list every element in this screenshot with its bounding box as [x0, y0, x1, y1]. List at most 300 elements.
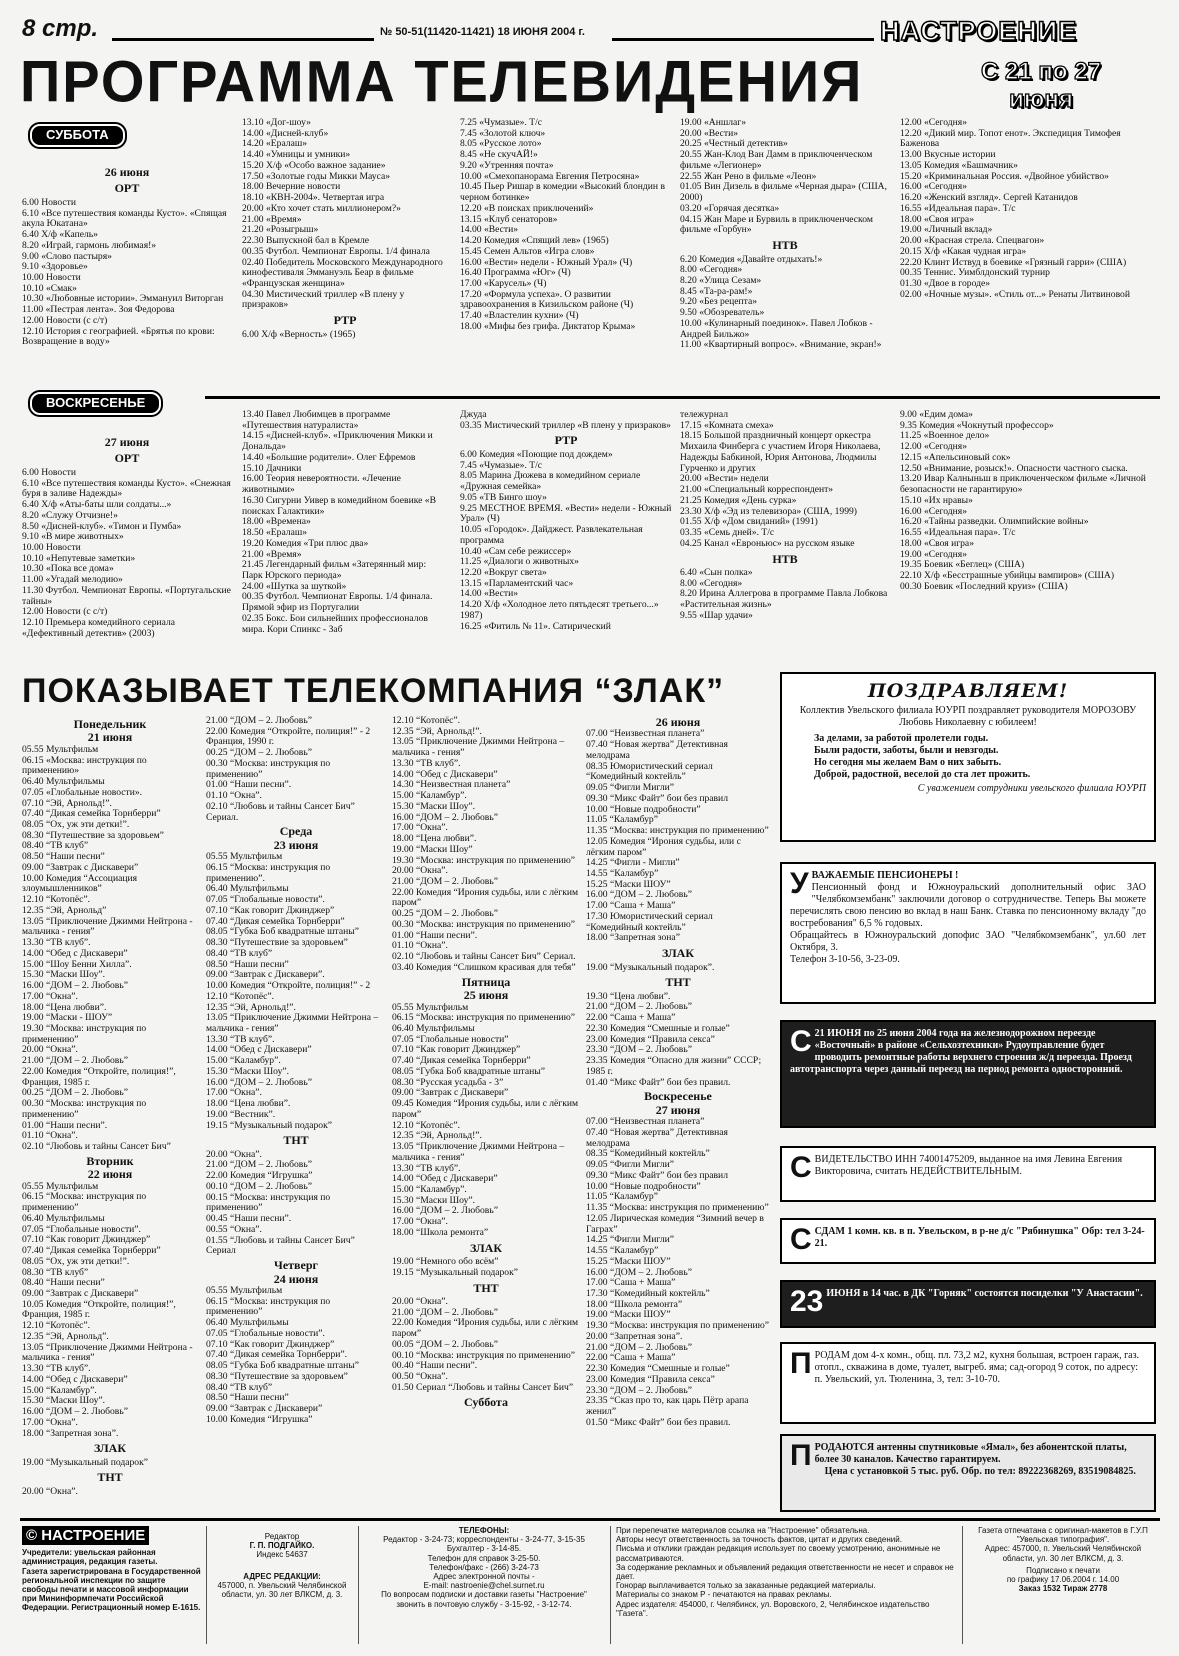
- program-line: 16.25 «Фитиль № 11». Сатирический: [460, 620, 611, 632]
- channel-heading: ЗЛАК: [661, 946, 695, 961]
- program-line: 07.10 “Как говорит Джинджер”: [392, 1044, 521, 1056]
- program-line: 18.15 Большой праздничный концерт оркестра Михаила Финберга с участием Игоря Николаева, Надежды Бабкиной, Юрия Антонова, Людмилы Гурченко и других: [680, 430, 881, 474]
- pension-ad: [780, 862, 1156, 1004]
- program-line: 15.25 “Маски ШОУ”: [586, 1255, 671, 1267]
- program-list: [900, 410, 1158, 592]
- program-line: 12.35 “Эй, Арнольд”: [22, 904, 107, 916]
- program-line: 04.30 Мистический триллер «В плену у призраков»: [242, 288, 405, 311]
- program-line: 08.30 “Путешествие за здоровьем”: [206, 937, 348, 949]
- program-line: 22.00 “Саша + Маша”: [586, 1352, 676, 1364]
- issue-info: № 50-51(11420-11421) 18 ИЮНЯ 2004 г.: [380, 26, 585, 38]
- program-line: 12.35 “Эй, Арнольд”.: [22, 1330, 109, 1342]
- program-line: 07.40 “Дикая семейка Торнберри”: [206, 915, 345, 927]
- program-line: 05.55 Мультфильм: [22, 743, 99, 755]
- program-line: 18.00 “Цена любви”.: [22, 1001, 107, 1013]
- program-line: 21.00 “ДОМ – 2. Любовь”: [586, 1001, 692, 1013]
- sun-col-1: [22, 430, 232, 662]
- footer-logo: © НАСТРОЕНИЕ: [22, 1526, 149, 1545]
- program-line: 07.00 “Неизвестная планета”: [586, 1116, 705, 1128]
- program-line: 13.00 Вкусные истории: [900, 149, 996, 161]
- day-date: 26 июня: [655, 716, 701, 729]
- date-range: [924, 58, 1158, 113]
- program-line: 03.20 «Горячая десятка»: [680, 202, 780, 214]
- program-line: 7.25 «Чумазые». Т/с: [460, 118, 543, 128]
- program-line: 17.50 «Золотые годы Микки Мауса»: [242, 170, 390, 182]
- program-line: 16.00 «Сегодня»: [900, 181, 967, 193]
- program-line: 9.35 Комедия «Чокнутый профессор»: [900, 419, 1054, 431]
- program-line: 11.30 Футбол. Чемпионат Европы. «Португальские тайны»: [22, 584, 231, 607]
- sat-date: 26 июня: [104, 165, 150, 179]
- program-line: 12.10 История с географией. «Брятья по крови: Возвращение в воду»: [22, 325, 215, 348]
- program-line: 23.00 Комедия “Правила секса”: [586, 1033, 715, 1045]
- program-line: 19.00 «Личный вклад»: [900, 224, 993, 236]
- sat-col-4: [680, 118, 890, 372]
- program-line: 02.35 Бокс. Бои сильнейших профессионалов мира. Кори Спинкс - Заб: [242, 612, 428, 635]
- congrats-box: [780, 672, 1156, 842]
- day-date: 27 июня: [655, 1102, 701, 1117]
- program-line: 06.15 “Москва: инструкция по применению”: [392, 1012, 576, 1024]
- channel-heading: ЗЛАК: [469, 1240, 503, 1255]
- program-line: 17.00 “Окна”.: [392, 822, 448, 834]
- program-line: 20.00 “Окна”.: [392, 865, 448, 877]
- program-line: Адрес издателя: 454000, г. Челябинск, ул. Воровского, 2, Челябинское издательство "Газета".: [616, 1599, 930, 1618]
- program-line: Бухгалтер - 3-14-85.: [446, 1544, 522, 1554]
- program-line: 13.15 «Парламентский час»: [460, 577, 574, 589]
- footer-founders: Учредители: увельская районная администрация, редакция газеты.: [22, 1548, 158, 1567]
- program-line: 04.25 Канал «Евроньюс» на русском языке: [680, 537, 855, 549]
- program-line: 23.30 “ДОМ – 2. Любовь”: [586, 1384, 692, 1396]
- program-line: 18.10 «КВН-2004». Четвертая игра: [242, 192, 385, 204]
- program-line: 06.15 “Москва: инструкция по применению”: [22, 1191, 147, 1214]
- program-line: 6.10 «Все путешествия команды Кусто». «Снежная буря в заливе Надежды»: [22, 477, 231, 500]
- program-line: 08.30 “Путешествие за здоровьем”: [206, 1370, 348, 1382]
- program-line: 09.00 “Завтрак с Дискавери”: [392, 1087, 509, 1099]
- zlak-col-1: [22, 716, 198, 1514]
- program-line: 20.00 «Красная стрела. Спецвагон»: [900, 235, 1045, 247]
- program-line: 10.45 Пьер Ришар в комедии «Высокий блондин в черном ботинке»: [460, 181, 665, 204]
- program-line: 12.10 “Котопёс”.: [22, 894, 91, 906]
- channel-heading: ОРТ: [114, 181, 140, 196]
- program-line: 11.25 «Диалоги о животных»: [460, 556, 579, 568]
- program-line: 07.10 “Эй, Арнольд!”.: [22, 797, 112, 809]
- program-line: 17.20 «Формула успеха». О развитии здравоохранения в Кизильском районе (Ч): [460, 288, 634, 311]
- program-line: 05.55 Мультфильм: [392, 1001, 469, 1013]
- program-line: 15.30 “Маски Шоу”.: [392, 1194, 476, 1206]
- divider: [610, 1526, 611, 1644]
- program-line: 19.00 «Аншлаг»: [680, 118, 747, 128]
- program-line: 9.00 «Едим дома»: [900, 410, 973, 420]
- program-line: 15.25 “Маски ШОУ”: [586, 878, 671, 890]
- program-list: [242, 118, 448, 311]
- program-line: 01.00 “Наши песни”.: [206, 779, 292, 791]
- program-line: 15.45 Семен Альтов «Игра слов»: [460, 245, 595, 257]
- program-line: 20.00 “Окна”.: [392, 1296, 448, 1307]
- print-info: Газета отпечатана с оригинал-макетов в Г.У.П "Увельская типография".: [978, 1526, 1148, 1545]
- program-line: 08.40 “ТВ клуб”: [22, 840, 89, 852]
- program-line: 12.10 “Котопёс”.: [206, 990, 275, 1002]
- header-rule-right: [612, 38, 874, 41]
- program-line: 8.45 «Та-ра-рам!»: [680, 285, 753, 297]
- antenna-ad: [780, 1434, 1156, 1512]
- day-name: Понедельник: [73, 717, 147, 731]
- program-line: 11.35 “Москва: инструкция по применению”: [586, 825, 769, 837]
- program-line: 9.10 «В мире животных»: [22, 531, 124, 543]
- program-line: 08.40 “ТВ клуб”: [206, 947, 273, 959]
- program-list: [680, 568, 890, 622]
- program-line: 8.00 «Сегодня»: [680, 264, 743, 276]
- program-line: 19.30 “Москва: инструкция по применению”: [392, 854, 576, 866]
- program-line: 9.25 МЕСТНОЕ ВРЕМЯ. «Вести» недели - Южный Урал» (Ч): [460, 502, 672, 525]
- program-line: 20.00 «Вести»: [680, 127, 739, 139]
- channel-heading: ЗЛАК: [93, 1441, 127, 1456]
- antenna-text: РОДАЮТСЯ антенны спутниковые «Ямал», без абонентской платы, более 30 каналов. Качество гарантируем.: [814, 1442, 1127, 1465]
- sat-col-5: [900, 118, 1158, 372]
- program-line: 06.40 Мультфильмы: [206, 1317, 289, 1329]
- congrats-line: Но сегодня мы желаем Вам о них забыть.: [814, 756, 1002, 768]
- program-line: 02.10 “Любовь и тайны Сансет Бич” Сериал.: [392, 951, 576, 963]
- drop-cap: С: [790, 1151, 812, 1184]
- program-line: 15.20 Х/ф «Особо важное задание»: [242, 159, 386, 171]
- program-line: 12.00 «Сегодня»: [900, 118, 967, 128]
- program-line: 15.00 “Каламбур”.: [392, 1183, 467, 1195]
- program-line: Телефон/факс - (266) 3-24-73: [429, 1562, 539, 1572]
- program-line: 12.20 «Дикий мир. Топот енот». Экспедиция Тимофея Баженова: [900, 127, 1121, 150]
- party-text: ИЮНЯ в 14 час. в ДК "Горняк" состоятся посиделки "У Анастасии".: [826, 1288, 1143, 1299]
- program-line: 08.05 “Ох, уж эти детки!”.: [22, 1255, 130, 1267]
- program-line: 18.00 «Своя игра»: [900, 537, 974, 549]
- program-line: 03.35 «Семь дней». Т/с: [680, 527, 775, 539]
- program-line: 16.00 “ДОМ – 2. Любовь”: [22, 980, 128, 992]
- program-line: 17.00 «Карусель» (Ч): [460, 278, 547, 290]
- congrats-line: За делами, за работой пролетели годы.: [814, 732, 989, 744]
- program-list: [242, 330, 448, 341]
- program-line: 10.05 Комедия “Откройте, полиция!”, Франция, 1985 г.: [22, 1298, 176, 1321]
- program-line: 22.10 Х/ф «Бесстрашные убийцы вампиров» (США): [900, 570, 1115, 582]
- footer-print-block: [968, 1526, 1158, 1644]
- program-line: 00.05 “ДОМ – 2. Любовь”: [392, 1338, 498, 1350]
- divider: [358, 1526, 359, 1644]
- program-line: За содержание рекламных и объявлений редакция ответственности не несет и справок не дает.: [616, 1562, 954, 1581]
- program-line: 15.10 «Их нравы»: [900, 494, 973, 506]
- program-line: 17.40 «Властелин кухни» (Ч): [460, 310, 579, 322]
- program-line: 12.50 «Внимание, розыск!». Опасности частного сыска.: [900, 462, 1128, 474]
- program-line: 01.10 “Окна”.: [392, 940, 448, 952]
- program-line: 18.00 “Цена любви”.: [206, 1098, 291, 1110]
- program-line: 6.00 Новости: [22, 196, 76, 208]
- program-line: 21.00 “ДОМ – 2. Любовь”: [206, 1159, 312, 1171]
- program-line: 08.50 “Наши песни”: [206, 958, 289, 970]
- program-line: 23.35 Комедия “Опасно для жизни” СССР; 1985 г.: [586, 1055, 762, 1077]
- program-line: 01.10 “Окна”.: [22, 1130, 78, 1142]
- drop-cap: 23: [790, 1285, 824, 1318]
- program-line: 10.40 «Сам себе режиссер»: [460, 545, 572, 557]
- program-line: 15.20 «Криминальная Россия. «Двойное убийство»: [900, 170, 1109, 182]
- program-line: 6.40 Х/ф «Капель»: [22, 229, 98, 241]
- program-line: 20.15 Х/ф «Какая чудная игра»: [900, 245, 1027, 257]
- program-list: [680, 410, 890, 550]
- program-line: 13.05 “Приключение Джимми Нейтрона – мальчика - гения”: [392, 1141, 565, 1163]
- program-line: 07.40 “Новая жертва” Детективная мелодрама: [586, 739, 728, 761]
- program-line: 07.05 “Глобальные новости”: [392, 1033, 509, 1045]
- program-line: 13.30 “ТВ клуб”.: [22, 1363, 91, 1375]
- program-line: 8.50 «Дисней-клуб». «Тимон и Пумба»: [22, 520, 182, 532]
- program-line: 16.40 Программа «Юг» (Ч): [460, 267, 571, 279]
- program-line: 21.00 «Время»: [242, 548, 302, 560]
- program-line: 09.00 “Завтрак с Дискавери”: [22, 861, 139, 873]
- program-line: звонить в почтовую службу - 3-15-92, - 3-12-74.: [396, 1599, 572, 1609]
- program-line: 07.40 “Дикая семейка Торнберри”: [22, 808, 161, 820]
- program-line: 00.50 “Окна”.: [392, 1371, 448, 1383]
- program-line: 10.00 Комедия “Игрушка”: [206, 1413, 313, 1425]
- program-line: 19.00 “Вестник”.: [206, 1108, 276, 1120]
- program-line: 07.00 “Неизвестная планета”: [586, 728, 705, 740]
- program-line: 22.00 Комедия “Игрушка”: [206, 1170, 313, 1182]
- program-line: тележурнал: [680, 410, 728, 420]
- program-line: 8.05 Марина Дюжева в комедийном сериале «Дружная семейка»: [460, 470, 641, 493]
- program-list: [242, 410, 448, 635]
- day-name: Вторник: [86, 1153, 134, 1168]
- program-line: 03.35 Мистический триллер «В плену у призраков»: [460, 419, 671, 431]
- program-line: Гонорар выплачивается только за заказанные редакцией материалы.: [616, 1581, 876, 1591]
- railway-text: 21 ИЮНЯ по 25 июня 2004 года на железнодорожном переезде «Восточный» в районе «Сельхозтехники» Рудоуправление будет проводить ремонтные работы верхнего строения ж/д переезда. Проезд автотранспорта через данный переезд на период ремонта односторонний.: [790, 1028, 1132, 1075]
- program-line: 14.00 “Обед с Дискавери”: [206, 1044, 312, 1056]
- program-line: 18.50 «Ералаш»: [242, 527, 308, 539]
- day-name: Среда: [279, 824, 313, 839]
- channel-heading: РТР: [554, 433, 578, 448]
- program-line: 08.30 “Русская усадьба - 3”: [392, 1076, 504, 1088]
- program-line: 14.25 “Фигли - Мигли”: [586, 857, 680, 869]
- program-line: 10.00 «Смехопанорама Евгения Петросяна»: [460, 170, 640, 182]
- program-line: 21.00 «Время»: [242, 213, 302, 225]
- program-list: [460, 450, 672, 632]
- footer-founders-block: [22, 1526, 202, 1644]
- program-list: [460, 410, 672, 431]
- program-line: При перепечатке материалов ссылка на "Настроение" обязательна.: [616, 1526, 870, 1535]
- program-line: 13.30 “ТВ клуб”.: [392, 757, 461, 769]
- drop-cap: П: [790, 1439, 812, 1472]
- date-range-line1: С 21 по 27: [981, 58, 1101, 85]
- program-line: 22.30 Комедия “Смешные и голые”: [586, 1022, 730, 1034]
- program-line: 12.35 “Эй, Арнольд!”.: [392, 1130, 482, 1142]
- program-line: 16.55 «Идеальная пара». Т/с: [900, 527, 1016, 539]
- program-line: 10.05 «Городок». Дайджест. Развлекательная программа: [460, 524, 643, 546]
- program-line: 10.10 «Непутевые заметки»: [22, 552, 136, 564]
- program-line: 8.20 «Играй, гармонь любимая!»: [22, 239, 157, 251]
- channel-heading: НТВ: [772, 238, 798, 253]
- program-line: 19.30 “Москва: инструкция по применению”: [22, 1022, 147, 1045]
- program-line: 10.00 Новости: [22, 272, 81, 284]
- program-line: 09.00 “Завтрак с Дискавери”: [206, 1403, 323, 1415]
- program-line: 18.00 Вечерние новости: [242, 181, 341, 193]
- order-circulation: Заказ 1532 Тираж 2778: [1018, 1584, 1108, 1594]
- program-line: 22.00 “Саша + Маша”: [586, 1012, 676, 1024]
- footer-registration: Газета зарегистрирована в Государственной региональной инспекции по защите свободы печати и массовой информации при Мининформпечати Российской Федерации. Регистрационный номер Е-1615.: [22, 1566, 201, 1613]
- program-line: 07.40 “Дикая семейка Торнберри”.: [206, 1349, 348, 1361]
- program-line: 06.40 Мультфильмы: [22, 1212, 105, 1224]
- program-line: 06.40 Мультфильмы: [22, 776, 105, 788]
- sun-col-4: [680, 410, 890, 662]
- zlak-col-3: [392, 716, 580, 1514]
- program-line: 15.30 “Маски Шоу”.: [22, 969, 106, 981]
- program-line: 02.10 “Любовь и тайны Сансет Бич”: [22, 1141, 171, 1153]
- program-line: 8.00 «Сегодня»: [680, 577, 743, 589]
- program-line: 22.00 Комедия “Ирония судьбы, или с лёгким паром”: [392, 1317, 579, 1340]
- program-line: 14.00 “Обед с Дискавери”: [22, 947, 128, 959]
- sun-col-2: [242, 410, 448, 662]
- program-line: Джуда: [460, 410, 487, 420]
- program-line: 20.00 “Запретная зона”.: [586, 1330, 683, 1342]
- program-line: Редактор - 3-24-73; корреспонденты - 3-24-77, 3-15-35: [383, 1535, 585, 1545]
- program-line: 17.30 Юмористический сериал “Комедийный коктейль”: [586, 910, 713, 933]
- program-line: 9.05 «ТВ Бинго шоу»: [460, 491, 547, 503]
- program-line: 01.50 Сериал “Любовь и тайны Сансет Бич”: [392, 1381, 574, 1393]
- program-line: 9.50 «Обозреватель»: [680, 307, 765, 319]
- program-line: 00.55 “Окна”.: [206, 1223, 262, 1235]
- program-line: 6.00 Х/ф «Верность» (1965): [242, 328, 356, 340]
- program-line: 01.00 “Наши песни”.: [22, 1119, 108, 1131]
- program-line: 17.00 “Саша + Маша”: [586, 1277, 676, 1289]
- railway-notice: [780, 1020, 1156, 1128]
- zlak-title: ПОКАЗЫВАЕТ ТЕЛЕКОМПАНИЯ “ЗЛАК”: [22, 672, 725, 710]
- program-line: 08.30 “Путешествие за здоровьем”: [22, 829, 164, 841]
- program-line: 05.55 Мультфильм: [206, 1284, 283, 1296]
- program-line: 08.40 “Наши песни”: [22, 1277, 105, 1289]
- program-line: 23.30 Х/ф «Эд из телевизора» (США, 1999): [680, 505, 858, 517]
- sat-col-1: [22, 160, 232, 372]
- program-line: 16.20 «Женский взгляд». Сергей Катанидов: [900, 192, 1078, 204]
- program-line: 15.30 “Маски Шоу”.: [392, 800, 476, 812]
- program-list: [680, 118, 890, 236]
- program-line: 11.00 «Пестрая лента». Зоя Федорова: [22, 304, 175, 316]
- program-line: 14.40 «Умницы и умники»: [242, 149, 351, 161]
- program-line: 22.55 Жан Рено в фильме «Леон»: [680, 170, 817, 182]
- program-line: 01.50 “Микс Файт” бои без правил.: [586, 1416, 731, 1428]
- program-line: 10.30 «Любовные истории». Эммануил Виторган: [22, 293, 224, 305]
- program-line: 16.00 “ДОМ – 2. Любовь”: [206, 1076, 312, 1088]
- program-line: 08.05 “Губка Боб квадратные штаны”: [206, 926, 359, 938]
- program-line: 12.10 “Котопёс”.: [22, 1320, 91, 1332]
- program-line: 07.05 “Глобальные новости”.: [206, 894, 325, 906]
- program-line: 08.35 “Комедийный коктейль”: [586, 1148, 710, 1160]
- program-line: 14.00 «Вести»: [460, 588, 519, 600]
- program-line: 19.35 Боевик «Беглец» (США): [900, 559, 1025, 571]
- program-line: 07.10 “Как говорит Джинджер”: [206, 904, 335, 916]
- page-number: 8 стр.: [22, 15, 99, 42]
- footer-rule: [20, 1518, 1160, 1521]
- program-line: 22.20 Клинт Иствуд в боевике «Грязный гарри» (США): [900, 256, 1127, 268]
- program-line: 21.00 “ДОМ – 2. Любовь”: [206, 716, 312, 726]
- newspaper-brand: НАСТРОЕНИЕ: [880, 16, 1078, 46]
- program-line: 00.10 “Москва: инструкция по применению”: [392, 1349, 576, 1361]
- program-line: 19.00 “Маски Шоу”: [392, 843, 473, 855]
- program-line: 03.40 Комедия “Слишком красивая для тебя”: [392, 961, 576, 973]
- channel-heading: ТНТ: [97, 1470, 123, 1485]
- program-line: 06.40 Мультфильмы: [392, 1022, 475, 1034]
- program-line: 06.15 “Москва: инструкция по применению”: [206, 1295, 331, 1318]
- program-line: 14.40 «Большие родители». Олег Ефремов: [242, 451, 416, 463]
- congrats-line: Доброй, радостной, веселой до ста лет прожить.: [814, 768, 1031, 780]
- program-line: 13.05 “Приключение Джимми Нейтрона – мальчика - гения”: [206, 1012, 379, 1034]
- day-name: Суббота: [464, 1394, 508, 1409]
- program-line: E-mail: nastroenie@chel.surnet.ru: [423, 1581, 545, 1591]
- channel-heading: ТНТ: [283, 1133, 309, 1148]
- program-line: 08.05 “Ох, уж эти детки!”.: [22, 819, 130, 831]
- program-line: 00.40 “Наши песни”.: [392, 1360, 478, 1372]
- editorial-address: 457000, п. Увельский Челябинской области, ул. 30 лет ВЛКСМ, д. 3.: [217, 1580, 347, 1599]
- program-line: 12.00 Новости (с с/т): [22, 606, 108, 618]
- zlak-col-2: [206, 716, 386, 1514]
- program-line: 20.55 Жан-Клод Ван Дамм в приключенческом фильме «Легионер»: [680, 149, 873, 171]
- program-line: 18.00 «Своя игра»: [900, 213, 974, 225]
- program-line: 19.15 “Музыкальный подарок”: [392, 1266, 519, 1278]
- program-list: [460, 118, 672, 333]
- divider: [962, 1526, 963, 1644]
- program-line: 06.15 “Москва: инструкция по применению”.: [206, 861, 331, 884]
- program-line: 08.35 Юмористический сериал “Комедийный коктейль”: [586, 760, 713, 783]
- program-line: 8.20 Ирина Аллегрова в программе Павла Лобкова «Растительная жизнь»: [680, 588, 888, 611]
- program-line: 19.00 “Маски - ШОУ”: [22, 1012, 113, 1024]
- sat-col-2: [242, 118, 448, 372]
- program-line: 18.00 “Цена любви”.: [392, 833, 477, 845]
- program-line: 19.00 “Музыкальный подарок”: [22, 1456, 149, 1468]
- sunday-label: ВОСКРЕСЕНЬЕ: [30, 392, 161, 415]
- program-line: 24.00 «Шутка за шуткой»: [242, 580, 347, 592]
- program-line: 00.30 Боевик «Последний круиз» (США): [900, 580, 1068, 592]
- program-line: 07.40 “Дикая семейка Торнберри”: [392, 1055, 531, 1067]
- program-line: 19.30 “Цена любви”.: [586, 990, 671, 1002]
- program-line: 15.00 “Шоу Бенни Хилла”.: [22, 958, 132, 970]
- program-line: 02.00 «Ночные музы». «Стиль от...» Ренаты Литвиновой: [900, 288, 1130, 300]
- program-line: 19.00 “Немного обо всём”: [392, 1256, 499, 1268]
- program-line: 08.50 “Наши песни”: [206, 1392, 289, 1404]
- program-line: 09.05 “Фигли Мигли”: [586, 1159, 675, 1171]
- pension-title: ВАЖАЕМЫЕ ПЕНСИОНЕРЫ !: [811, 870, 959, 881]
- footer-notes-block: [616, 1526, 956, 1644]
- program-line: 22.00 Комедия “Откройте, полиция!” - 2 Франция, 1990 г.: [206, 725, 371, 748]
- program-list: [22, 468, 232, 640]
- sun-date: 27 июня: [104, 435, 150, 449]
- program-line: 06.40 Мультфильмы: [206, 883, 289, 895]
- program-line: 10.00 Новости: [22, 542, 81, 554]
- program-line: Письма и отклики граждан редакция использует по своему усмотрению, анонимные не рассматриваются.: [616, 1544, 941, 1563]
- program-line: 21.25 Комедия «День сурка»: [680, 494, 797, 506]
- program-line: 10.00 «Кулинарный поединок». Павел Лобков - Андрей Бильжо»: [680, 317, 873, 340]
- program-line: 11.35 “Москва: инструкция по применению”: [586, 1202, 769, 1214]
- sun-col-5: [900, 410, 1158, 662]
- congrats-signature: С уважением сотрудники увельского филиала ЮУРП: [917, 782, 1146, 794]
- program-line: 23.35 “Сказ про то, как царь Пётр арапа женил”: [586, 1395, 749, 1418]
- program-line: 19.00 “Музыкальный подарок”.: [586, 961, 715, 973]
- signed-label: Подписано к печати: [1026, 1565, 1100, 1575]
- pension-body2: Обращайтесь в Южноуральский допофис ЗАО "Челябкомзембанк", ул.60 лет Октября, 3.: [790, 930, 1146, 953]
- program-line: 13.40 Павел Любимцев в программе «Путешествия натуралиста»: [242, 410, 391, 431]
- program-line: 00.35 Футбол. Чемпионат Европы. 1/4 финала: [242, 245, 430, 257]
- program-line: 00.10 “ДОМ – 2. Любовь”: [206, 1180, 312, 1192]
- program-line: 14.00 «Дисней-клуб»: [242, 127, 329, 139]
- program-line: 14.00 «Вести»: [460, 224, 519, 236]
- footer-editor-block: [212, 1532, 352, 1642]
- program-line: 21.45 Легендарный фильм «Затерянный мир: Парк Юрского периода»: [242, 559, 427, 582]
- program-line: 9.55 «Шар удачи»: [680, 609, 753, 621]
- subscription-index: Индекс 54637: [256, 1550, 308, 1560]
- program-line: 07.10 “Как говорит Джинджер”: [206, 1338, 335, 1350]
- program-line: 11.00 «Квартирный вопрос». «Внимание, экран!»: [680, 339, 882, 351]
- program-line: 08.30 “ТВ клуб”: [22, 1266, 89, 1278]
- program-line: 8.20 «Улица Сезам»: [680, 274, 762, 286]
- program-line: 08.40 “ТВ клуб”: [206, 1381, 273, 1393]
- program-line: 07.40 “Новая жертва” Детективная мелодрама: [586, 1126, 728, 1149]
- program-line: Адрес электронной почты -: [433, 1571, 535, 1581]
